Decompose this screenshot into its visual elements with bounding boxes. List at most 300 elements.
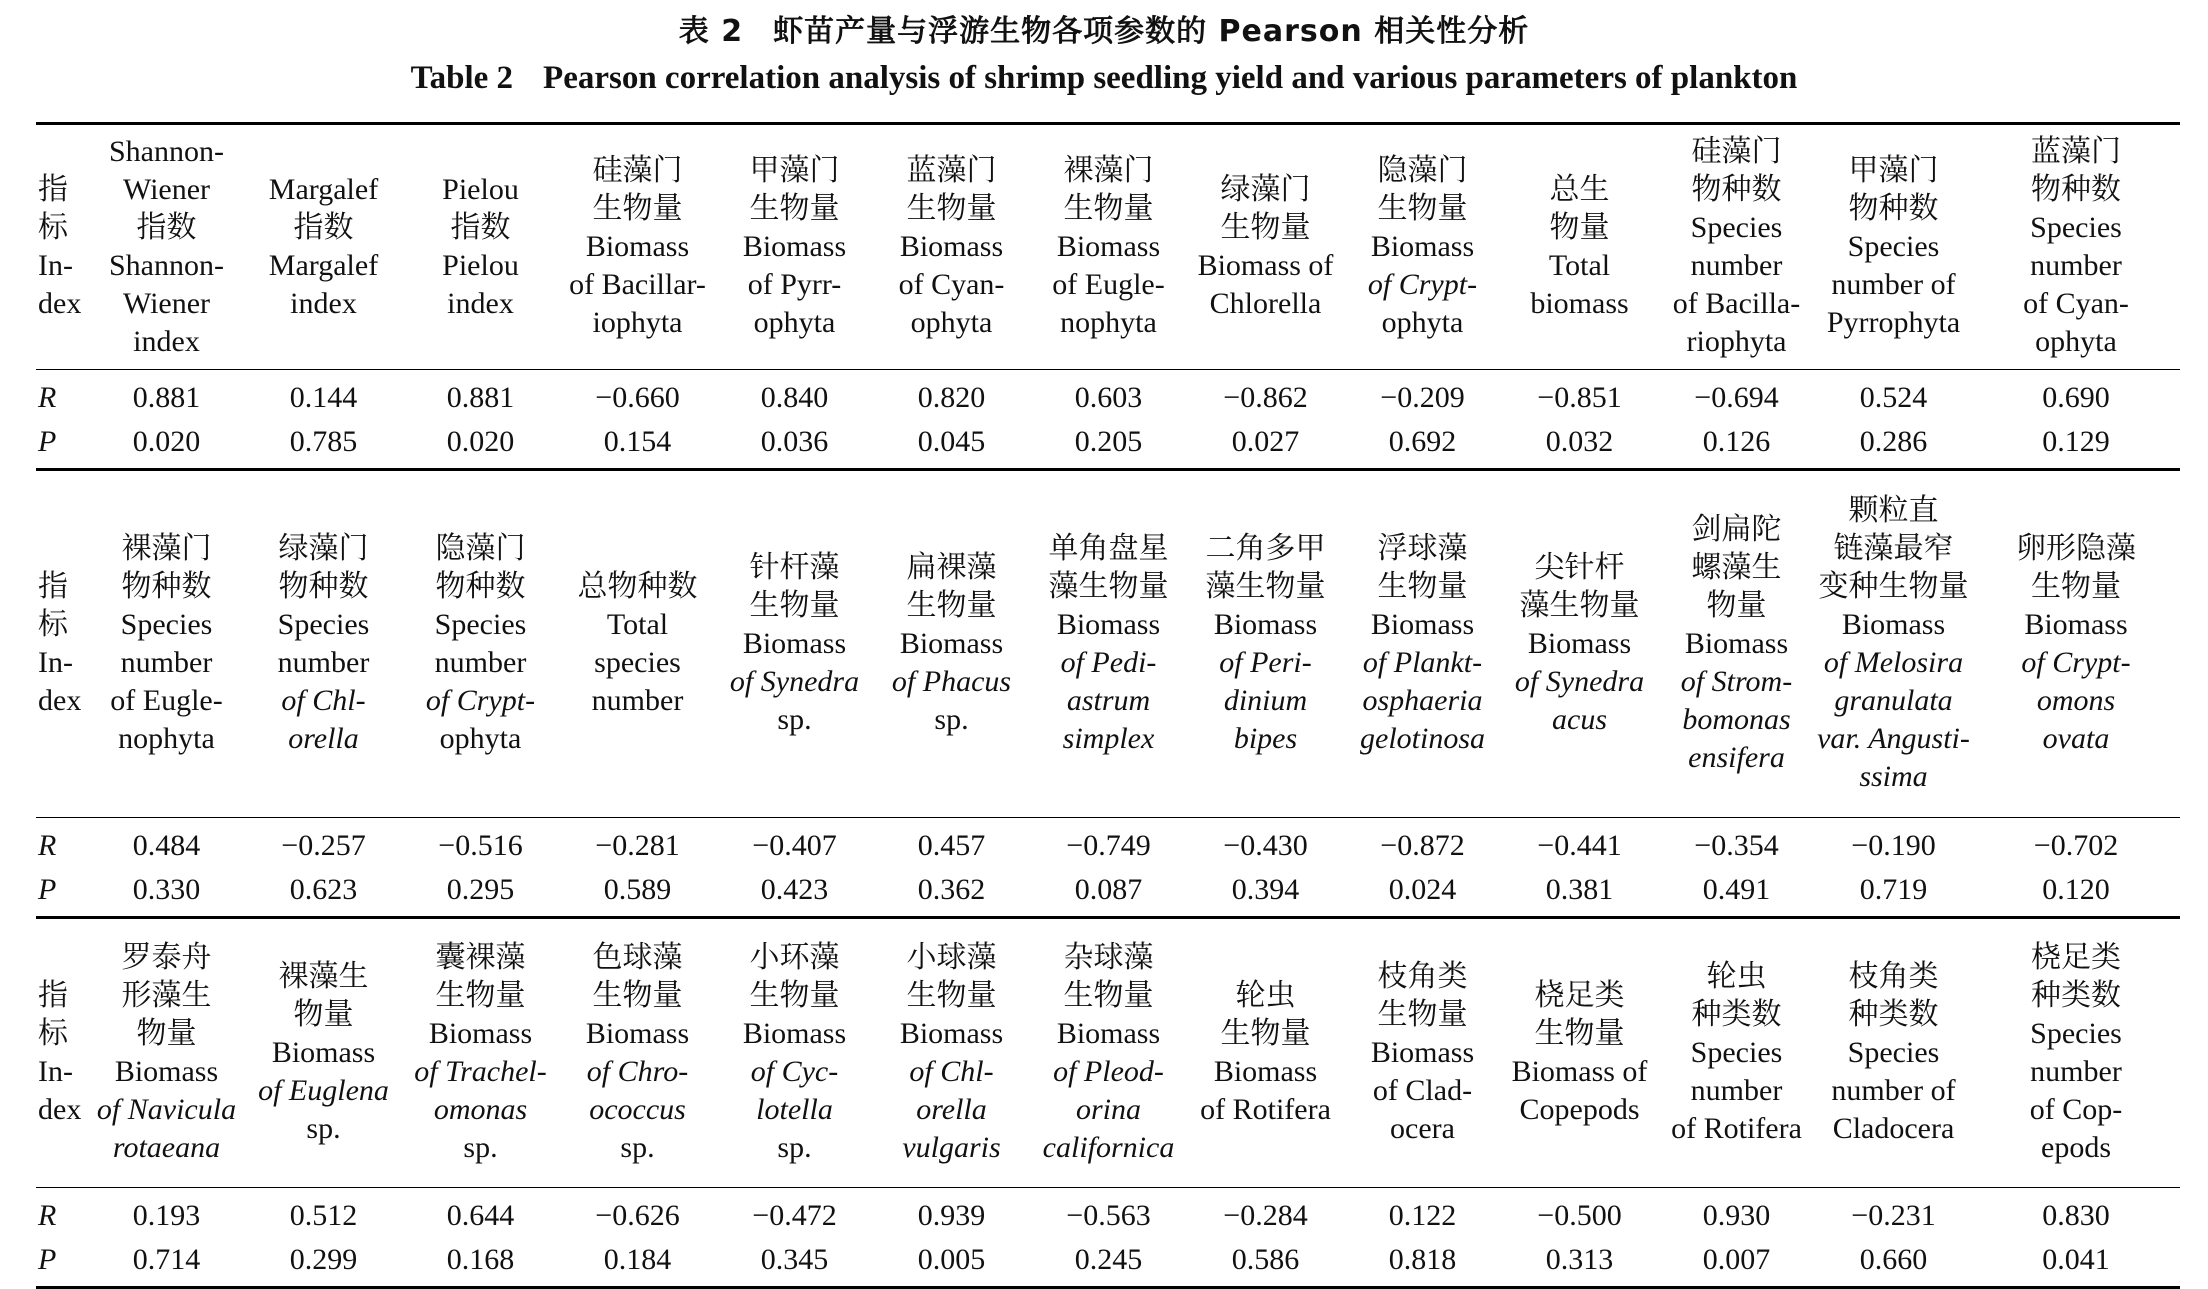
header-en-line: sp. (620, 1131, 655, 1164)
header-en-line: of Cyan- (2023, 287, 2129, 320)
header-en-line: of Synedra (729, 665, 860, 698)
header-en-line: of Peri- (1219, 646, 1312, 679)
r-value-cell: −0.851 (1537, 381, 1622, 414)
header-en-line: sp. (934, 703, 969, 736)
header-en-line: of Pedi- (1060, 646, 1157, 679)
header-cn-line: 小球藻 (906, 940, 997, 975)
header-en-line: number (1690, 1074, 1783, 1107)
index-header-cell (36, 918, 88, 1188)
header-en-line: Biomass (1684, 627, 1789, 660)
header-en-line: riophyta (1686, 325, 1787, 358)
p-value-cell: 0.295 (402, 868, 559, 918)
p-value-cell: 0.154 (559, 420, 716, 470)
column-header (716, 124, 873, 370)
r-value-cell: 0.122 (1388, 1199, 1457, 1232)
p-value-cell: 0.719 (1815, 868, 1972, 918)
header-en-line: Copepods (1519, 1093, 1640, 1126)
r-value-cell: −0.472 (752, 1199, 837, 1232)
header-en-line: Shannon- (109, 249, 224, 282)
p-value-cell: 0.087 (1030, 868, 1187, 918)
header-en-line: of Plankt- (1362, 646, 1483, 679)
header-en-line: dinium (1223, 684, 1308, 717)
header-en-line: Species (434, 608, 527, 641)
header-cn-line: 总物种数 (577, 569, 698, 604)
header-cn-line: 藻生物量 (1048, 569, 1169, 604)
r-value-cell: −0.702 (2033, 829, 2119, 862)
header-en-line: Biomass (899, 1017, 1004, 1050)
header-en-line: Biomass (1213, 1055, 1318, 1088)
header-en-line: Biomass (585, 230, 690, 263)
header-cn-line: 甲藻门 (749, 153, 840, 188)
header-en-line: Margalef (268, 249, 379, 282)
header-en-line: of Eugle- (110, 684, 223, 717)
p-value-cell: 0.245 (1030, 1238, 1187, 1288)
header-en-line: sp. (777, 1131, 812, 1164)
header-cn-line: 隐藻门 (1377, 153, 1468, 188)
column-header (1972, 124, 2180, 370)
header-en-line: number (591, 684, 684, 717)
header-en-line: of Trachel- (414, 1055, 547, 1088)
header-en-line: granulata (1834, 684, 1953, 717)
header-en-line: Species (2030, 1017, 2122, 1050)
r-value-cell: −0.430 (1223, 829, 1308, 862)
r-value-cell: 0.193 (132, 1199, 201, 1232)
header-en-line: of Clad- (1372, 1074, 1473, 1107)
p-value-cell: 0.313 (1501, 1238, 1658, 1288)
header-cn-line: 绿藻门 (1220, 172, 1311, 207)
header-cn-line: 生物量 (906, 978, 997, 1013)
header-en-line: number of (1831, 1074, 1956, 1107)
header-en-line: of Rotifera (1200, 1093, 1331, 1126)
header-en-line: Biomass (742, 627, 847, 660)
header-cn-line: 链藻最窄 (1833, 531, 1954, 566)
header-en-line: nophyta (1060, 306, 1157, 339)
header-en-line: of Rotifera (1671, 1112, 1802, 1145)
p-value-cell: 0.589 (559, 868, 716, 918)
header-en-line: of Phacus (891, 665, 1012, 698)
header-cn-line: 生物量 (1220, 1016, 1311, 1051)
r-value-cell: −0.626 (595, 1199, 680, 1232)
header-en-line: Biomass (742, 1017, 847, 1050)
header-cn-line: 蓝藻门 (2031, 134, 2121, 169)
header-cn-line: 物量 (1706, 588, 1767, 623)
header-cn-line: 种类数 (1848, 997, 1939, 1032)
header-cn-line: 物量 (1549, 210, 1610, 245)
index-label-en: In- (38, 646, 73, 679)
r-value-row (36, 818, 2180, 869)
header-cn-line: 物种数 (1848, 191, 1939, 226)
r-value-cell: −0.694 (1694, 381, 1779, 414)
header-en-line: orella (916, 1093, 987, 1126)
header-en-line: of Strom- (1680, 665, 1793, 698)
header-cn-line: 桡足类 (2031, 940, 2121, 975)
header-cn-line: 硅藻门 (1691, 134, 1782, 169)
header-en-line: of Cyc- (750, 1055, 839, 1088)
header-en-line: Species (1690, 211, 1783, 244)
column-header (402, 918, 559, 1188)
header-cn-line: 针杆藻 (749, 550, 840, 585)
p-value-cell: 0.020 (402, 420, 559, 470)
header-cn-line: 变种生物量 (1818, 569, 1969, 604)
header-en-line: Biomass (1056, 608, 1161, 641)
header-row (36, 124, 2180, 370)
header-en-line: Pielou (442, 249, 519, 282)
header-cn-line: Wiener (122, 173, 211, 206)
header-en-line: index (290, 287, 357, 320)
header-cn-line: 硅藻门 (592, 153, 683, 188)
header-en-line: Pyrrophyta (1826, 306, 1961, 339)
header-cn-line: 螺藻生 (1691, 550, 1782, 585)
column-header (1658, 918, 1815, 1188)
header-cn-line: 物种数 (435, 569, 526, 604)
r-value-cell: −0.500 (1537, 1199, 1622, 1232)
header-cn-line: 种类数 (2031, 978, 2121, 1013)
header-en-line: of Cyan- (898, 268, 1005, 301)
header-en-line: of Chro- (586, 1055, 689, 1088)
header-en-line: of Navicula (96, 1093, 237, 1126)
column-header (1815, 470, 1972, 818)
header-cn-line: 囊裸藻 (435, 940, 526, 975)
header-en-line: Species (120, 608, 213, 641)
header-en-line: index (447, 287, 514, 320)
header-en-line: of Pyrr- (747, 268, 842, 301)
r-value-cell: 0.840 (760, 381, 829, 414)
header-cn-line: 二角多甲 (1205, 531, 1326, 566)
header-en-line: iophyta (592, 306, 683, 339)
index-header-cell (36, 470, 88, 818)
r-value-cell: 0.830 (2042, 1199, 2110, 1232)
column-header (1972, 470, 2180, 818)
header-en-line: var. Angusti- (1817, 722, 1970, 755)
index-label-en: dex (38, 1093, 82, 1126)
header-en-line: ophyta (910, 306, 993, 339)
header-cn-line: 枝角类 (1848, 959, 1939, 994)
column-header (1344, 124, 1501, 370)
r-value-cell: −0.257 (281, 829, 366, 862)
r-value-cell: 0.603 (1074, 381, 1143, 414)
header-cn-line: 生物量 (906, 588, 997, 623)
header-cn-line: Margalef (268, 173, 379, 206)
header-en-line: bipes (1233, 722, 1298, 755)
header-cn-line: 藻生物量 (1519, 588, 1640, 623)
column-header (716, 470, 873, 818)
column-header (1815, 918, 1972, 1188)
header-en-line: number (120, 646, 213, 679)
column-header (1344, 470, 1501, 818)
header-en-line: Biomass (1370, 608, 1475, 641)
header-cn-line: 生物量 (906, 191, 997, 226)
header-en-line: Wiener (122, 287, 211, 320)
column-header (402, 124, 559, 370)
p-value-cell: 0.120 (1972, 868, 2180, 918)
column-header (245, 918, 402, 1188)
header-en-line: of Chl- (909, 1055, 994, 1088)
p-value-cell: 0.785 (245, 420, 402, 470)
header-en-line: epods (2041, 1131, 2111, 1164)
header-en-line: acus (1552, 703, 1607, 736)
header-en-line: Biomass (899, 230, 1004, 263)
header-cn-line: 剑扁陀 (1691, 512, 1782, 547)
header-en-line: Biomass (2024, 608, 2128, 641)
p-value-cell: 0.168 (402, 1238, 559, 1288)
header-en-line: Species (2030, 211, 2122, 244)
header-en-line: sp. (777, 703, 812, 736)
column-header (402, 470, 559, 818)
r-value-row (36, 370, 2180, 421)
header-cn-line: 罗泰舟 (121, 940, 212, 975)
header-cn-line: 单角盘星 (1048, 531, 1169, 566)
p-row-label: P (36, 868, 88, 918)
header-en-line: astrum (1066, 684, 1151, 717)
index-label-cn: 指标 (38, 569, 68, 642)
column-header (1030, 470, 1187, 818)
header-en-line: number (1690, 249, 1783, 282)
header-en-line: number (277, 646, 370, 679)
header-cn-line: 种类数 (1691, 997, 1782, 1032)
header-cn-line: 物种数 (121, 569, 212, 604)
header-en-line: of Cop- (2029, 1093, 2123, 1126)
header-cn-line: 生物量 (1220, 210, 1311, 245)
p-value-cell: 0.005 (873, 1238, 1030, 1288)
header-en-line: number (434, 646, 527, 679)
header-en-line: Biomass (899, 627, 1004, 660)
column-header (1972, 918, 2180, 1188)
p-value-cell: 0.041 (1972, 1238, 2180, 1288)
p-value-cell: 0.586 (1187, 1238, 1344, 1288)
index-label-en: dex (38, 684, 82, 717)
p-value-cell: 0.184 (559, 1238, 716, 1288)
header-en-line: ophyta (753, 306, 836, 339)
column-header (88, 918, 245, 1188)
column-header (559, 918, 716, 1188)
p-value-cell: 0.692 (1344, 420, 1501, 470)
header-en-line: of Euglena (258, 1074, 389, 1107)
header-cn-line: 生物量 (435, 978, 526, 1013)
header-cn-line: 裸藻生 (278, 959, 369, 994)
column-header (1030, 918, 1187, 1188)
header-cn-line: 扁裸藻 (906, 550, 997, 585)
r-value-cell: 0.644 (446, 1199, 515, 1232)
index-label-en: In- (38, 249, 73, 282)
p-value-row (36, 1238, 2180, 1288)
r-value-cell: 0.484 (132, 829, 201, 862)
p-value-cell: 0.286 (1815, 420, 1972, 470)
p-value-cell: 0.362 (873, 868, 1030, 918)
header-cn-line: 杂球藻 (1063, 940, 1154, 975)
header-en-line: Biomass (1841, 608, 1946, 641)
column-header (245, 470, 402, 818)
r-value-cell: −0.441 (1537, 829, 1622, 862)
header-cn-line: 生物量 (1377, 997, 1468, 1032)
p-value-cell: 0.330 (88, 868, 245, 918)
r-value-cell: 0.939 (917, 1199, 986, 1232)
header-cn-line: Shannon- (109, 135, 224, 168)
r-value-row (36, 1188, 2180, 1239)
p-row-label: P (36, 420, 88, 470)
header-cn-line: 物种数 (2031, 172, 2121, 207)
r-value-cell: 0.820 (917, 381, 986, 414)
header-en-line: orina (1075, 1093, 1141, 1126)
column-header (559, 124, 716, 370)
p-value-cell: 0.032 (1501, 420, 1658, 470)
table-title-en: Pearson correlation analysis of shrimp seedling yield and various parameters of plankton (543, 60, 1798, 96)
header-cn-line: 蓝藻门 (906, 153, 997, 188)
correlation-table (36, 122, 2180, 1289)
header-en-line: lotella (756, 1093, 833, 1126)
column-header (873, 124, 1030, 370)
header-en-line: Biomass (1056, 230, 1161, 263)
p-value-cell: 0.045 (873, 420, 1030, 470)
header-cn-line: 物量 (136, 1016, 197, 1051)
r-value-cell: 0.512 (289, 1199, 358, 1232)
p-value-cell: 0.423 (716, 868, 873, 918)
header-cn-line: 颗粒直 (1848, 493, 1939, 528)
header-en-line: number (2030, 249, 2122, 282)
header-cn-line: 藻生物量 (1205, 569, 1326, 604)
header-cn-line: 轮虫 (1706, 959, 1767, 994)
index-label-cn: 指标 (38, 978, 68, 1051)
header-en-line: species (594, 646, 681, 679)
column-header (1501, 124, 1658, 370)
p-value-cell: 0.345 (716, 1238, 873, 1288)
header-cn-line: 生物量 (1377, 569, 1468, 604)
column-header (1658, 470, 1815, 818)
header-cn-line: 生物量 (1534, 1016, 1625, 1051)
r-value-cell: 0.524 (1859, 381, 1928, 414)
r-row-label: R (38, 1199, 57, 1232)
header-en-line: rotaeana (112, 1131, 221, 1164)
header-en-line: Biomass (742, 230, 847, 263)
header-en-line: of Synedra (1514, 665, 1645, 698)
table-caption-cn (0, 6, 2208, 50)
header-en-line: Biomass (1527, 627, 1632, 660)
header-cn-line: Pielou (442, 173, 519, 206)
header-cn-line: 甲藻门 (1848, 153, 1939, 188)
header-cn-line: 生物量 (1063, 978, 1154, 1013)
header-en-line: Cladocera (1832, 1112, 1955, 1145)
header-en-line: ovata (2042, 722, 2110, 755)
p-value-row (36, 420, 2180, 470)
header-cn-line: 生物量 (2031, 569, 2121, 604)
header-en-line: osphaeria (1362, 684, 1483, 717)
header-en-line: of Crypt- (1367, 268, 1478, 301)
r-value-cell: 0.690 (2042, 381, 2110, 414)
header-en-line: ophyta (439, 722, 522, 755)
header-en-line: of Eugle- (1052, 268, 1165, 301)
column-header (1344, 918, 1501, 1188)
r-value-cell: 0.881 (132, 381, 201, 414)
header-en-line: Biomass (271, 1036, 376, 1069)
header-en-line: Biomass of (1197, 249, 1334, 282)
column-header (245, 124, 402, 370)
column-header (873, 918, 1030, 1188)
column-header (873, 470, 1030, 818)
p-value-cell: 0.299 (245, 1238, 402, 1288)
header-en-line: gelotinosa (1360, 722, 1485, 755)
header-en-line: of Chl- (281, 684, 366, 717)
r-value-cell: −0.284 (1223, 1199, 1308, 1232)
index-label-cn: 指标 (38, 172, 68, 245)
header-en-line: Biomass (1370, 230, 1475, 263)
p-value-cell: 0.818 (1344, 1238, 1501, 1288)
header-en-line: ensifera (1688, 741, 1785, 774)
table-number-cn: 表 2 (678, 14, 744, 49)
header-cn-line: 生物量 (749, 588, 840, 623)
p-value-cell: 0.007 (1658, 1238, 1815, 1288)
header-cn-line: 指数 (293, 210, 354, 245)
header-cn-line: 轮虫 (1235, 978, 1296, 1013)
p-value-cell: 0.381 (1501, 868, 1658, 918)
r-row-label: R (38, 381, 57, 414)
header-cn-line: 卵形隐藻 (2016, 531, 2136, 566)
header-en-line: Species (1690, 1036, 1783, 1069)
header-en-line: of Bacilla- (1672, 287, 1801, 320)
p-value-cell: 0.660 (1815, 1238, 1972, 1288)
index-header-cell (36, 124, 88, 370)
r-value-cell: −0.354 (1694, 829, 1779, 862)
header-en-line: nophyta (118, 722, 215, 755)
header-cn-line: 尖针杆 (1534, 550, 1625, 585)
r-value-cell: −0.231 (1851, 1199, 1936, 1232)
r-value-cell: −0.563 (1066, 1199, 1151, 1232)
header-en-line: Chlorella (1209, 287, 1322, 320)
column-header (88, 124, 245, 370)
index-label-en: dex (38, 287, 82, 320)
header-en-line: of Crypt- (2021, 646, 2131, 679)
header-cn-line: 指数 (136, 210, 197, 245)
r-value-cell: −0.660 (595, 381, 680, 414)
column-header (716, 918, 873, 1188)
p-value-row (36, 868, 2180, 918)
header-cn-line: 小环藻 (749, 940, 840, 975)
p-value-cell: 0.394 (1187, 868, 1344, 918)
header-en-line: Biomass (428, 1017, 533, 1050)
index-label-en: In- (38, 1055, 73, 1088)
p-row-label: P (36, 1238, 88, 1288)
header-cn-line: 指数 (450, 210, 511, 245)
header-en-line: californica (1042, 1131, 1175, 1164)
header-en-line: omons (2036, 684, 2116, 717)
column-header (1030, 124, 1187, 370)
header-en-line: ophyta (2035, 325, 2117, 358)
header-cn-line: 浮球藻 (1377, 531, 1468, 566)
header-en-line: bomonas (1682, 703, 1791, 736)
r-value-cell: −0.190 (1851, 829, 1936, 862)
p-value-cell: 0.126 (1658, 420, 1815, 470)
header-cn-line: 色球藻 (592, 940, 683, 975)
p-value-cell: 0.129 (1972, 420, 2180, 470)
column-header (1501, 470, 1658, 818)
header-en-line: Species (277, 608, 370, 641)
header-en-line: Total (1548, 249, 1611, 282)
column-header (1501, 918, 1658, 1188)
header-cn-line: 物量 (293, 997, 354, 1032)
header-cn-line: 生物量 (592, 978, 683, 1013)
header-en-line: Biomass (585, 1017, 690, 1050)
header-en-line: of Bacillar- (569, 268, 706, 301)
header-cn-line: 裸藻门 (121, 531, 212, 566)
header-cn-line: 裸藻门 (1063, 153, 1154, 188)
p-value-cell: 0.714 (88, 1238, 245, 1288)
r-value-cell: 0.144 (289, 381, 358, 414)
header-en-line: Biomass (1213, 608, 1318, 641)
header-en-line: Species (1847, 230, 1940, 263)
r-value-cell: −0.281 (595, 829, 680, 862)
column-header (1815, 124, 1972, 370)
header-en-line: ococcus (589, 1093, 686, 1126)
header-cn-line: 形藻生 (121, 978, 212, 1013)
header-cn-line: 生物量 (1377, 191, 1468, 226)
